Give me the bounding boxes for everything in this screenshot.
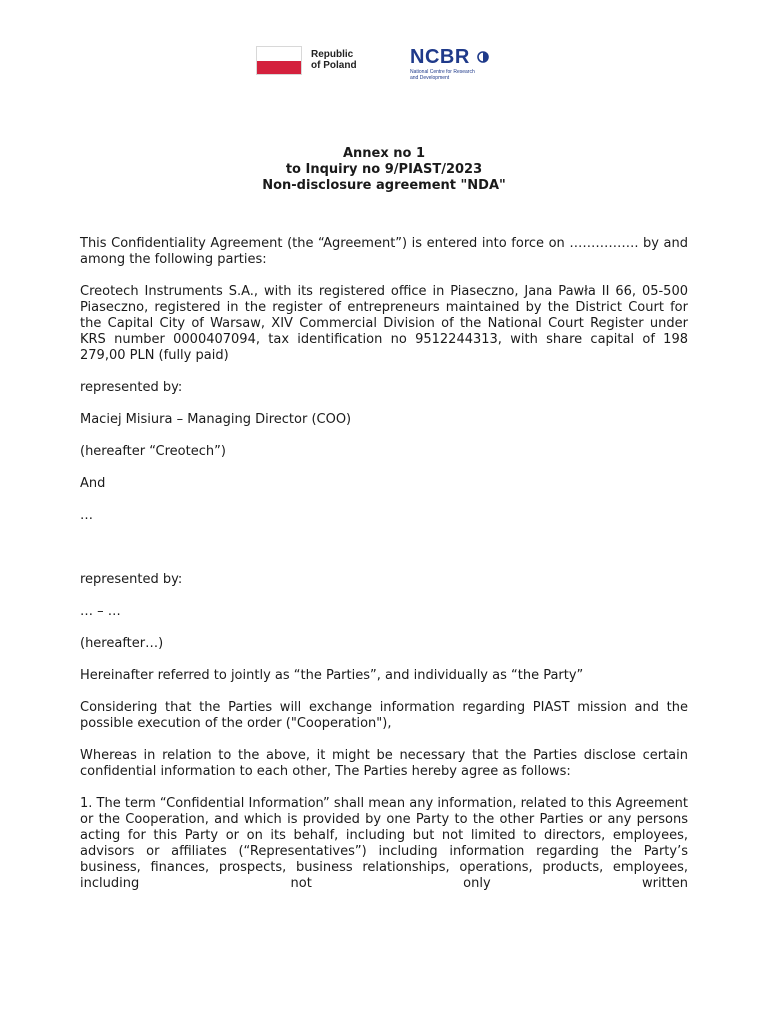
title-annex: Annex no 1 [342, 146, 426, 161]
representative-creotech: Maciej Misiura – Managing Director (COO) [80, 412, 352, 427]
creotech-paragraph: Creotech Instruments S.A., with its registered office in Piaseczno, Jana Pawła II 66, 05-500 Piaseczno, registered in the register of entrepreneurs maintained by the District Court for the Capital City of Warsaw, XIV Commercial Division of the National Court Register under KRS number 0000407094, tax identification no 9512244313, with share capital of 198 279,00 PLN (fully paid) [80, 284, 688, 363]
represented-by-label: represented by: [80, 380, 183, 395]
header-logos [256, 44, 526, 84]
poland-flag-icon [256, 46, 302, 75]
document-body [80, 236, 688, 892]
intro-paragraph: This Confidentiality Agreement (the “Agreement”) is entered into force on ……………. by and among the following parties: [80, 236, 688, 267]
ncbr-logo [410, 47, 520, 81]
ncbr-wordmark: NCBR [410, 46, 470, 68]
of-poland-line: of Poland [311, 60, 357, 71]
title-inquiry: to Inquiry no 9/PIAST/2023 [285, 162, 483, 177]
hereafter-second-party: (hereafter…) [80, 636, 164, 651]
parties-definition: Hereinafter referred to jointly as “the Parties”, and individually as “the Party” [80, 668, 584, 683]
ncbr-subtitle-line1: National Centre for Research [410, 69, 475, 75]
republic-of-poland-logo-text [311, 49, 357, 71]
and-label: And [80, 476, 106, 491]
hereafter-creotech: (hereafter “Creotech”) [80, 444, 226, 459]
represented-by-label-2: represented by: [80, 572, 183, 587]
republic-line: Republic [311, 49, 354, 60]
clause-1-paragraph: 1. The term “Confidential Information” shall mean any information, related to this Agreement or the Cooperation, and which is provided by one Party to the other Parties or any persons acting for this Party or on its behalf, including but not limited to directors, employees, advisors or affiliates (“Representatives”) including information regarding the Party’s business, finances, prospects, business relationships, operations, products, employees, including not only written [80, 796, 688, 891]
considering-paragraph: Considering that the Parties will exchange information regarding PIAST mission and the possible execution of the order ("Cooperation"), [80, 700, 688, 731]
ncbr-subtitle [410, 69, 520, 81]
ncbr-circle-icon [477, 51, 489, 63]
ncbr-subtitle-line2: and Development [410, 75, 450, 81]
whereas-paragraph: Whereas in relation to the above, it might be necessary that the Parties disclose certain confidential information to each other, The Parties hereby agree as follows: [80, 748, 688, 779]
second-party-placeholder: … [80, 508, 93, 523]
title-nda: Non-disclosure agreement "NDA" [262, 178, 506, 193]
representative-second-party: … – … [80, 604, 121, 619]
document-title [80, 146, 688, 194]
